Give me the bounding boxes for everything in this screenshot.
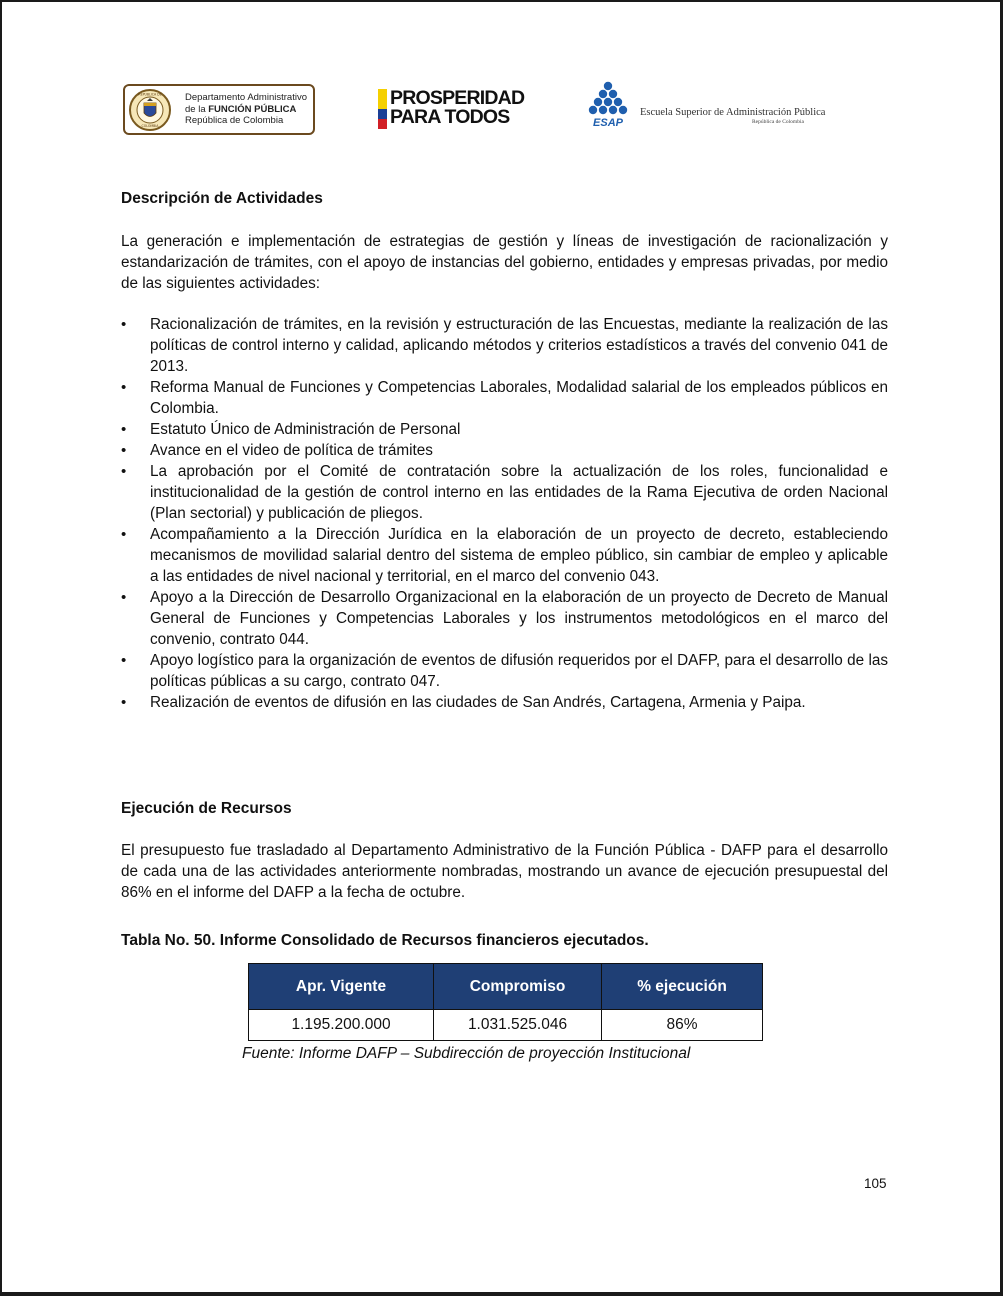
page-number: 105: [864, 1176, 887, 1191]
activities-block: [121, 314, 888, 713]
financial-table: [248, 963, 763, 1041]
list-item-text: Racionalización de trámites, en la revisión y estructuración de las Encuestas, mediante la realización de las políticas de control interno y calidad, aplicando métodos y criterios estadísticos a través del convenio 041 de 2013.: [150, 316, 888, 375]
list-item-text: Avance en el video de política de trámites: [150, 442, 433, 459]
bullet: •: [121, 463, 127, 480]
colombia-seal-icon: [129, 89, 171, 131]
dafp-line1: Departamento Administrativo: [185, 92, 307, 104]
seal-text-top: REPUBLICA DE: [138, 92, 162, 96]
table-row: [249, 1010, 763, 1041]
prosperidad-line2: PARA TODOS: [390, 106, 510, 128]
list-item: [121, 419, 888, 440]
esap-acronym: ESAP: [593, 117, 623, 129]
dafp-logo-text: [185, 92, 307, 127]
list-item: [121, 314, 888, 377]
table-cell: 1.195.200.000: [249, 1010, 434, 1041]
bullet: •: [121, 652, 127, 669]
list-item-text: Acompañamiento a la Dirección Jurídica en la elaboración de un proyecto de decreto, estableciendo mecanismos de movilidad salarial dentro del sistema de empleo público, sin cambiar de empleo y aplicable a las entidades de nivel nacional y territorial, en el marco del convenio 043.: [150, 526, 888, 585]
table-cell: 86%: [602, 1010, 763, 1041]
table-header-cell: Compromiso: [434, 964, 602, 1010]
table-source: Fuente: Informe DAFP – Subdirección de proyección Institucional: [242, 1045, 691, 1062]
colombia-flag-icon: [378, 89, 387, 129]
intro-paragraph-block: [121, 231, 888, 294]
list-item: [121, 377, 888, 419]
esap-dots-icon: [582, 81, 638, 129]
activities-list: [121, 314, 888, 713]
prosperidad-logo: [378, 89, 524, 129]
dafp-line3: República de Colombia: [185, 115, 284, 127]
list-item-text: Estatuto Único de Administración de Personal: [150, 421, 461, 438]
ejecucion-paragraph: El presupuesto fue trasladado al Departamento Administrativo de la Función Pública - DAFP para el desarrollo de cada una de las actividades anteriormente nombradas, mostrando un avance de ejecución presupuestal del 86% en el informe del DAFP a la fecha de octubre.: [121, 842, 888, 901]
esap-name: Escuela Superior de Administración Pública: [640, 107, 826, 118]
list-item: [121, 461, 888, 524]
bullet: •: [121, 694, 127, 711]
list-item-text: La aprobación por el Comité de contratación sobre la actualización de los roles, funcionalidad e institucionalidad de la gestión de control interno en las entidades de la Rama Ejecutiva de orden Nacional (Plan sectorial) y publicación de pliegos.: [150, 463, 888, 522]
list-item: [121, 524, 888, 587]
list-item: [121, 440, 888, 461]
section-descripcion: [121, 188, 888, 209]
table-cell: 1.031.525.046: [434, 1010, 602, 1041]
list-item-text: Realización de eventos de difusión en las ciudades de San Andrés, Cartagena, Armenia y Paipa.: [150, 694, 806, 711]
bullet: •: [121, 442, 127, 459]
bullet: •: [121, 421, 127, 438]
section-title-ejecucion: Ejecución de Recursos: [121, 800, 292, 817]
list-item: [121, 587, 888, 650]
seal-text-bottom: COLOMBIA: [141, 123, 159, 128]
dafp-line2-prefix: de la: [185, 103, 209, 115]
bullet: •: [121, 589, 127, 606]
list-item-text: Apoyo a la Dirección de Desarrollo Organizacional en la elaboración de un proyecto de Decreto de Manual General de Funciones y Competencias Laborales y los instrumentos metodológicos en el marco del convenio, contrato 044.: [150, 589, 888, 648]
table-title: Tabla No. 50. Informe Consolidado de Recursos financieros ejecutados.: [121, 932, 649, 949]
bullet: •: [121, 526, 127, 543]
bullet: •: [121, 379, 127, 396]
bullet: •: [121, 316, 127, 333]
list-item-text: Apoyo logístico para la organización de eventos de difusión requeridos por el DAFP, para el desarrollo de las políticas públicas a su cargo, contrato 047.: [150, 652, 888, 690]
esap-logo: [582, 81, 826, 129]
list-item-text: Reforma Manual de Funciones y Competencias Laborales, Modalidad salarial de los empleados públicos en Colombia.: [150, 379, 888, 417]
section-ejecucion: [121, 798, 888, 819]
table-header-cell: % ejecución: [602, 964, 763, 1010]
esap-subtitle: República de Colombia: [752, 119, 804, 125]
prosperidad-line1: PROSPERIDAD: [390, 87, 525, 109]
ejecucion-paragraph-block: [121, 840, 888, 903]
section-title-descripcion: Descripción de Actividades: [121, 190, 323, 207]
table-header-row: [249, 964, 763, 1010]
intro-paragraph: La generación e implementación de estrategias de gestión y líneas de investigación de racionalización y estandarización de trámites, con el apoyo de instancias del gobierno, entidades y empresas privadas, por medio de las siguientes actividades:: [121, 233, 888, 292]
list-item: [121, 650, 888, 692]
dafp-logo: [123, 84, 315, 135]
table-header-cell: Apr. Vigente: [249, 964, 434, 1010]
list-item: [121, 692, 888, 713]
dafp-line2-bold: FUNCIÓN PÚBLICA: [208, 103, 297, 115]
